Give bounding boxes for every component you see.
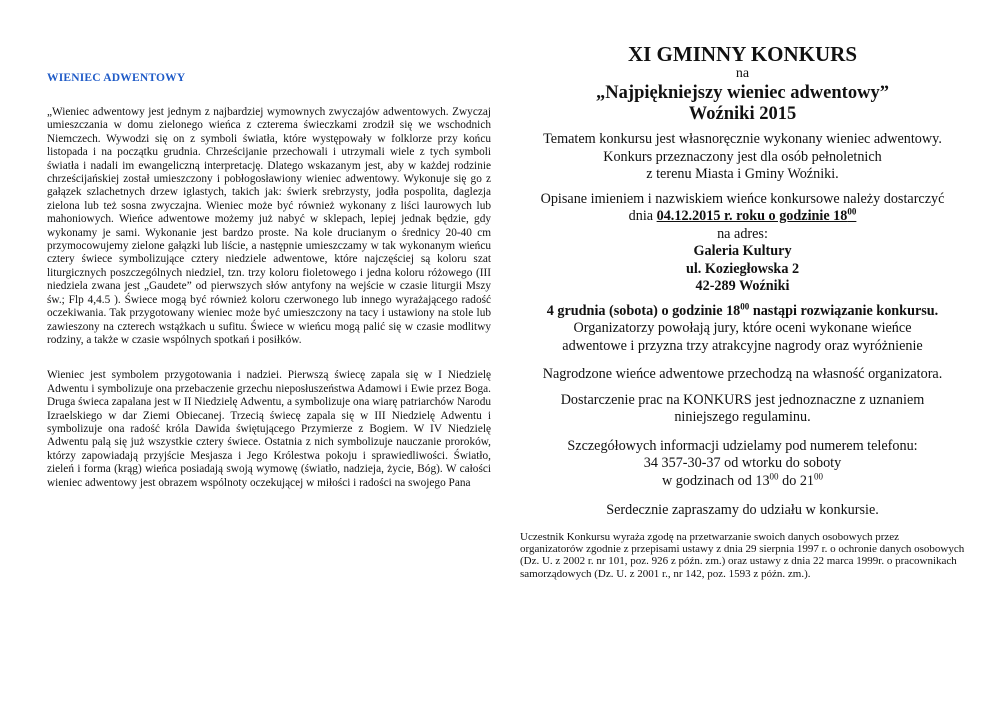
submission-block [520,392,965,427]
left-column [47,72,491,490]
theme-line: z terenu Miasta i Gminy Woźniki. [646,166,839,182]
result-line [520,300,965,321]
address-city: 42-289 Woźniki [695,278,790,294]
submission-line: niniejszego regulaminu. [674,409,811,425]
phone-line: 34 357-30-37 od wtorku do soboty [643,455,842,471]
advent-wreath-paragraph-2: Wieniec jest symbolem przygotowania i nadziei. Pierwszą świecę zapala się w I Niedzielę Adwentu i symbolizuje ona przebaczenie grzechu nieposłuszeństwa Adamowi i Ewie przez Boga. Druga świeca zapalana jest w II Niedzielę Adwentu, a symbolizuje ona wiarę patriarchów Narodu Izraelskiego w dar Ziemi Obiecanej. Trzecią świecę zapala się w III Niedzielę Adwentu i symbolizuje ona radość króla Dawida świętującego Przymierze z Bogiem. W IV Niedzielę Adwentu palą się już wszystkie cztery świece. Ostatnia z nich symbolizuje nauczanie proroków, którzy zapowiadają przyjście Mesjasza i Jego Królestwa pokoju i sprawiedliwości. Światło, zieleń i forma (krąg) wieńca posiadają swoją wymowę (światło, nadzieja, życie, Bóg). W całości wieniec adwentowy jest obrazem wspólnoty oczekującej w miłości i radości na swojego Pana [47,369,491,489]
contest-name: „Najpiękniejszy wieniec adwentowy” [596,83,889,103]
hours-from-sup: 00 [769,470,779,481]
hours-to: do 21 [778,472,815,489]
info-line: Szczegółowych informacji udzielamy pod numerem telefonu: [567,437,918,454]
delivery-line: Opisane imieniem i nazwiskiem wieńce konkursowe należy dostarczyć [540,190,945,207]
advent-wreath-paragraph-1: „Wieniec adwentowy jest jednym z najbardziej wymownych zwyczajów adwentowych. Zwyczaj umieszczania w domu zielonego wieńca z czterema świeczkami zrodził się we wschodnich Niemczech. Wywodzi się on z symboli światła, które występowały w folklorze przy końcu listopada i na początku grudnia. Chrześcijanie przechowali i utrzymali wiele z tych symboli światła i nadali im ewangeliczną interpretację. Dlatego wskazanym jest, aby w każdej rodzinie chrześcijańskiej został umieszczony i pobłogosławiony wieniec adwentowy. Wykonuje się go z gałązek szlachetnych drzew iglastych, takich jak: świerk srebrzysty, jodła pospolita, daglezja zielona lub też sosna zwyczajna. Wieniec może być również wykonany z liści laurowych lub mahoniowych. Wieńce adwentowe możemy już nabyć w sklepach, lepiej jednak będzie, gdy wykonamy je sami. Wykonanie jest bardzo proste. Na kole drucianym o średnicy 20-40 cm przymocowujemy zielone gałązki lub liście, a następnie umieszczamy w tak wykonanym wieńcu cztery świece symbolizujące cztery niedziele adwentowe, które najczęściej są koloru szat liturgicznych poszczególnych niedziel, tzn. trzy koloru fioletowego i jedna koloru różowego (III niedziela zwana jest „Gaudete” od pierwszych słów antyfony na wejście w czasie liturgii Mszy św.; Flp 4,4.5 ). Świece mogą być również koloru czerwonego lub innego wyrażającego radość oczekiwania. Tak przygotowany wieniec może być umieszczony na tacy i ustawiony na stole lub zawieszony na czterech wstążkach u sufitu. Świece w wieńcu mogą palić się w czasie modlitwy rodziny, a także w czasie wspólnych spotkań i posiłków. [47,106,491,346]
contest-title-na: na [735,66,750,81]
theme-line: Tematem konkursu jest własnoręcznie wykonany wieniec adwentowy. [543,131,942,147]
delivery-date-text: 04.12.2015 r. roku o godzinie 18 [656,208,848,224]
result-block [520,300,965,356]
awarded-line: Nagrodzone wieńce adwentowe przechodzą na własność organizatora. [542,366,943,382]
result-time-sup: 00 [740,300,750,311]
right-column [520,42,965,591]
jury-line: Organizatorzy powołają jury, które oceni wykonane wieńce [573,320,912,336]
hours-to-sup: 00 [814,470,824,481]
jury-line: adwentowe i przyzna trzy atrakcyjne nagrody oraz wyróżnienie [562,337,923,354]
submission-line: Dostarczenie prac na KONKURS jest jednoznaczne z uznaniem [560,391,925,408]
hours-from: w godzinach od 13 [661,472,770,489]
contest-title: XI GMINNY KONKURS [627,42,858,66]
result-text: nastąpi rozwiązanie konkursu. [749,302,939,319]
invitation-line: Serdecznie zapraszamy do udziału w konkursie. [606,502,879,518]
address-label: na adres: [717,225,768,242]
address-name: Galeria Kultury [693,243,792,259]
delivery-date-line [520,208,965,226]
contest-place-year: Woźniki 2015 [688,104,797,124]
hours-line [520,470,965,491]
delivery-block [520,191,965,296]
theme-line: Konkurs przeznaczony jest dla osób pełnoletnich [603,148,882,165]
delivery-prefix: dnia [628,208,657,224]
result-date: 4 grudnia (sobota) o godzinie 18 [546,302,741,319]
address-street: ul. Koziegłowska 2 [685,260,800,277]
info-block [520,438,965,491]
section-heading: WIENIEC ADWENTOWY [47,72,186,84]
data-consent-note: Uczestnik Konkursu wyraża zgodę na przetwarzanie swoich danych osobowych przez organizatorów zgodnie z przepisami ustawy z dnia 29 sierpnia 1997 r. o ochronie danych osobowych (Dz. U. z 2002 r. nr 101, poz. 926 z późn. zm.) oraz ustawy z dnia 22 marca 1999r. o pracownikach samorządowych (Dz. U. z 2001 r., nr 142, poz. 1593 z późn. zm.). [520,530,965,580]
delivery-date [657,208,857,224]
delivery-time-sup: 00 [847,206,857,217]
theme-block [520,131,965,184]
